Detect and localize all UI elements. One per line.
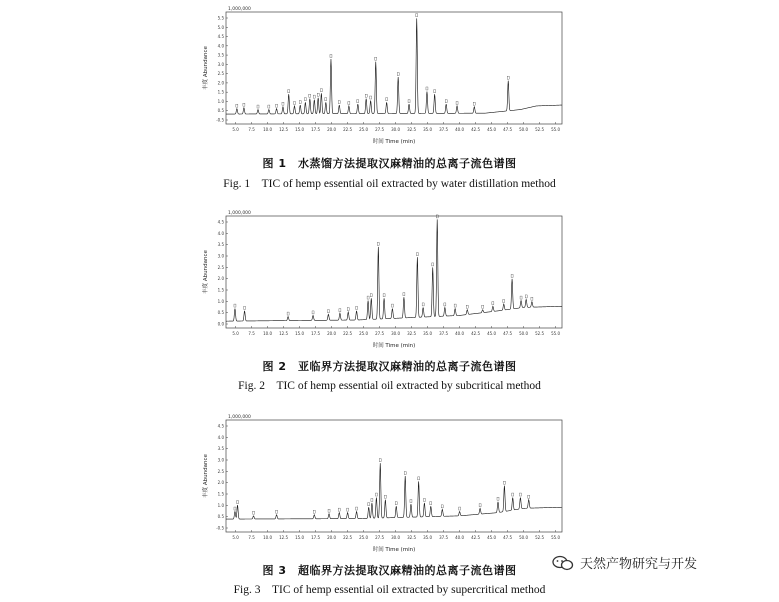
figure-2-caption-cn: 图 2 亚临界方法提取汉麻精油的总离子流色谱图	[262, 360, 517, 373]
x-tick-label: 40.0	[455, 535, 465, 540]
watermark-text: 天然产物研究与开发	[580, 557, 698, 572]
peak-label	[356, 306, 358, 309]
x-tick-label: 15.0	[295, 535, 305, 540]
y-tick-label: 1.5	[217, 89, 224, 95]
y-tick-label: 2.5	[217, 468, 224, 474]
peak-label	[377, 242, 379, 245]
x-tick-label: 12.5	[279, 331, 289, 336]
y-tick-label: 2.0	[217, 80, 224, 86]
peak-label	[313, 510, 315, 513]
x-tick-label: 22.5	[343, 331, 353, 336]
x-tick-label: 47.5	[503, 127, 513, 132]
peak-label	[347, 508, 349, 511]
peak-label	[276, 104, 278, 107]
peak-label	[386, 98, 388, 101]
peak-label	[497, 497, 499, 500]
peak-label	[379, 459, 381, 462]
y-tick-label: 0.0	[217, 321, 224, 327]
peak-label	[492, 302, 494, 305]
y-tick-label: 3.5	[217, 446, 224, 452]
peak-label	[276, 510, 278, 513]
peak-label	[482, 305, 484, 308]
peak-label	[441, 505, 443, 508]
chromatogram-1	[200, 2, 570, 150]
x-tick-label: 5.0	[232, 535, 239, 540]
y-tick-label: -0.5	[216, 525, 224, 531]
y-tick-label: 4.0	[217, 230, 224, 236]
peak-label	[317, 93, 319, 96]
y-tick-label: 4.0	[217, 434, 224, 440]
y-tick-label: 3.0	[217, 61, 224, 67]
peak-label	[309, 94, 311, 97]
peak-label	[370, 96, 372, 99]
x-tick-label: 35.0	[423, 127, 433, 132]
peak-label	[288, 90, 290, 93]
x-tick-label: 25.0	[359, 127, 369, 132]
peak-label	[293, 101, 295, 104]
peak-label	[444, 303, 446, 306]
peak-label	[434, 90, 436, 93]
peak-label	[507, 76, 509, 79]
peak-label	[426, 87, 428, 90]
peak-label	[370, 294, 372, 297]
peak-label	[338, 508, 340, 511]
peak-label	[365, 94, 367, 97]
x-tick-label: 47.5	[503, 535, 513, 540]
x-tick-label: 52.5	[535, 127, 545, 132]
y-tick-label: 1.0	[217, 298, 224, 304]
peak-label	[403, 293, 405, 296]
tic-trace	[226, 18, 562, 114]
peak-label	[404, 472, 406, 475]
figure-2-caption-en: Fig. 2 TIC of hemp essential oil extracted by subcritical method	[238, 380, 541, 392]
x-tick-label: 47.5	[503, 331, 513, 336]
peak-label	[410, 500, 412, 503]
chromatogram-3	[200, 410, 570, 558]
x-tick-label: 55.0	[551, 127, 561, 132]
peak-label	[375, 493, 377, 496]
peak-label	[430, 502, 432, 505]
x-tick-label: 27.5	[375, 331, 385, 336]
peak-label	[243, 103, 245, 106]
y-tick-label: 4.5	[217, 423, 224, 429]
peak-label	[313, 95, 315, 98]
scale-label: 1,000,000	[228, 7, 251, 12]
x-tick-label: 22.5	[343, 535, 353, 540]
peak-label	[356, 507, 358, 510]
peak-label	[368, 503, 370, 506]
x-tick-label: 42.5	[471, 331, 481, 336]
x-axis-label: 时间 Time (min)	[372, 343, 416, 349]
y-tick-label: 3.5	[217, 242, 224, 248]
y-axis-label: 丰度 Abundance	[203, 250, 209, 294]
x-tick-label: 10.0	[263, 331, 273, 336]
y-tick-label: -0.5	[216, 117, 224, 123]
y-tick-label: 3.0	[217, 253, 224, 259]
peak-label	[330, 54, 332, 57]
x-tick-label: 5.0	[232, 127, 239, 132]
x-tick-label: 25.0	[359, 331, 369, 336]
peak-label	[234, 304, 236, 307]
x-axis-label: 时间 Time (min)	[372, 547, 416, 553]
peak-label	[416, 14, 418, 17]
x-tick-label: 35.0	[423, 535, 433, 540]
peak-label	[422, 303, 424, 306]
peak-label	[432, 263, 434, 266]
peak-label	[282, 102, 284, 105]
x-tick-label: 22.5	[343, 127, 353, 132]
x-tick-label: 32.5	[407, 535, 417, 540]
y-tick-label: 3.5	[217, 52, 224, 58]
y-tick-label: 2.0	[217, 480, 224, 486]
peak-label	[528, 495, 530, 498]
x-tick-label: 30.0	[391, 127, 401, 132]
peak-label	[325, 98, 327, 101]
x-tick-label: 7.5	[248, 535, 255, 540]
x-tick-label: 32.5	[407, 331, 417, 336]
y-tick-label: 1.0	[217, 502, 224, 508]
peak-label	[237, 501, 239, 504]
x-tick-label: 27.5	[375, 127, 385, 132]
y-tick-label: 0.5	[217, 514, 224, 520]
x-tick-label: 5.0	[232, 331, 239, 336]
tic-trace	[226, 219, 562, 321]
x-tick-label: 40.0	[455, 331, 465, 336]
x-tick-label: 25.0	[359, 535, 369, 540]
peak-label	[511, 274, 513, 277]
y-tick-label: 4.5	[217, 34, 224, 40]
x-tick-label: 20.0	[327, 127, 337, 132]
x-tick-label: 17.5	[311, 331, 321, 336]
peak-label	[391, 304, 393, 307]
peak-label	[384, 495, 386, 498]
y-axis-label: 丰度 Abundance	[203, 46, 209, 90]
peak-label	[408, 100, 410, 103]
peak-label	[423, 498, 425, 501]
peak-label	[519, 493, 521, 496]
peak-label	[287, 312, 289, 315]
peak-label	[466, 305, 468, 308]
plot-frame	[226, 216, 562, 328]
peak-label	[436, 215, 438, 218]
figure-1-caption-en: Fig. 1 TIC of hemp essential oil extracted by water distillation method	[223, 178, 556, 190]
peak-label	[375, 57, 377, 60]
scale-label: 1,000,000	[228, 415, 251, 420]
x-tick-label: 15.0	[295, 331, 305, 336]
peak-label	[503, 481, 505, 484]
x-tick-label: 37.5	[439, 127, 449, 132]
x-axis-label: 时间 Time (min)	[372, 139, 416, 145]
tic-trace	[226, 463, 562, 519]
peak-label	[367, 296, 369, 299]
peak-label	[512, 493, 514, 496]
figure-1-caption-cn: 图 1 水蒸馏方法提取汉麻精油的总离子流色谱图	[262, 157, 517, 170]
peak-label	[418, 477, 420, 480]
peak-label	[454, 304, 456, 307]
peak-label	[503, 300, 505, 303]
peak-label	[348, 101, 350, 104]
y-tick-label: 4.0	[217, 43, 224, 49]
x-tick-label: 32.5	[407, 127, 417, 132]
x-tick-label: 7.5	[248, 127, 255, 132]
x-tick-label: 50.0	[519, 535, 529, 540]
peak-label	[327, 310, 329, 313]
x-tick-label: 40.0	[455, 127, 465, 132]
y-tick-label: 2.5	[217, 264, 224, 270]
y-tick-label: 0.5	[217, 108, 224, 114]
peak-label	[459, 507, 461, 510]
peak-label	[357, 100, 359, 103]
x-tick-label: 50.0	[519, 127, 529, 132]
x-tick-label: 12.5	[279, 535, 289, 540]
watermark	[552, 553, 697, 572]
x-tick-label: 37.5	[439, 535, 449, 540]
peak-label	[339, 309, 341, 312]
peak-label	[525, 295, 527, 298]
peak-label	[338, 101, 340, 104]
x-tick-label: 45.0	[487, 331, 497, 336]
peak-label	[395, 502, 397, 505]
x-tick-label: 15.0	[295, 127, 305, 132]
peak-label	[397, 73, 399, 76]
y-tick-label: 5.0	[217, 24, 224, 30]
x-tick-label: 55.0	[551, 331, 561, 336]
x-tick-label: 45.0	[487, 127, 497, 132]
y-tick-label: 2.5	[217, 71, 224, 77]
x-tick-label: 27.5	[375, 535, 385, 540]
peak-label	[328, 509, 330, 512]
peak-label	[416, 253, 418, 256]
y-tick-label: 5.5	[217, 15, 224, 21]
peak-label	[304, 98, 306, 101]
peak-label	[456, 101, 458, 104]
x-tick-label: 52.5	[535, 535, 545, 540]
peak-label	[479, 504, 481, 507]
peak-label	[347, 308, 349, 311]
y-tick-label: 2.0	[217, 276, 224, 282]
peak-label	[268, 105, 270, 108]
figure-3-caption-cn: 图 3 超临界方法提取汉麻精油的总离子流色谱图	[262, 564, 517, 577]
x-tick-label: 17.5	[311, 535, 321, 540]
peak-label	[253, 511, 255, 514]
x-tick-label: 10.0	[263, 535, 273, 540]
peak-label	[445, 100, 447, 103]
x-tick-label: 37.5	[439, 331, 449, 336]
peak-label	[236, 104, 238, 107]
peak-label	[383, 294, 385, 297]
y-tick-label: 3.0	[217, 457, 224, 463]
x-tick-label: 35.0	[423, 331, 433, 336]
figure-3-caption-en: Fig. 3 TIC of hemp essential oil extracted by supercritical method	[233, 584, 546, 596]
x-tick-label: 45.0	[487, 535, 497, 540]
chromatogram-2	[200, 206, 570, 354]
peak-label	[320, 89, 322, 92]
peak-label	[520, 296, 522, 299]
x-tick-label: 30.0	[391, 331, 401, 336]
x-tick-label: 30.0	[391, 535, 401, 540]
peak-label	[312, 311, 314, 314]
x-tick-label: 20.0	[327, 331, 337, 336]
scale-label: 1,000,000	[228, 211, 251, 216]
peak-label	[244, 306, 246, 309]
peak-label	[257, 105, 259, 108]
y-tick-label: 0.5	[217, 310, 224, 316]
y-tick-label: 1.0	[217, 98, 224, 104]
wechat-icon	[552, 555, 574, 571]
x-tick-label: 50.0	[519, 331, 529, 336]
peak-label	[234, 507, 236, 510]
y-tick-label: 4.5	[217, 219, 224, 225]
x-tick-label: 10.0	[263, 127, 273, 132]
peak-label	[371, 498, 373, 501]
y-axis-label: 丰度 Abundance	[203, 454, 209, 498]
peak-label	[531, 297, 533, 300]
x-tick-label: 7.5	[248, 331, 255, 336]
peak-label	[473, 102, 475, 105]
peak-label	[299, 101, 301, 104]
x-tick-label: 42.5	[471, 127, 481, 132]
x-tick-label: 55.0	[551, 535, 561, 540]
y-tick-label: 1.5	[217, 287, 224, 293]
x-tick-label: 17.5	[311, 127, 321, 132]
x-tick-label: 12.5	[279, 127, 289, 132]
x-tick-label: 42.5	[471, 535, 481, 540]
x-tick-label: 52.5	[535, 331, 545, 336]
y-tick-label: 1.5	[217, 491, 224, 497]
x-tick-label: 20.0	[327, 535, 337, 540]
